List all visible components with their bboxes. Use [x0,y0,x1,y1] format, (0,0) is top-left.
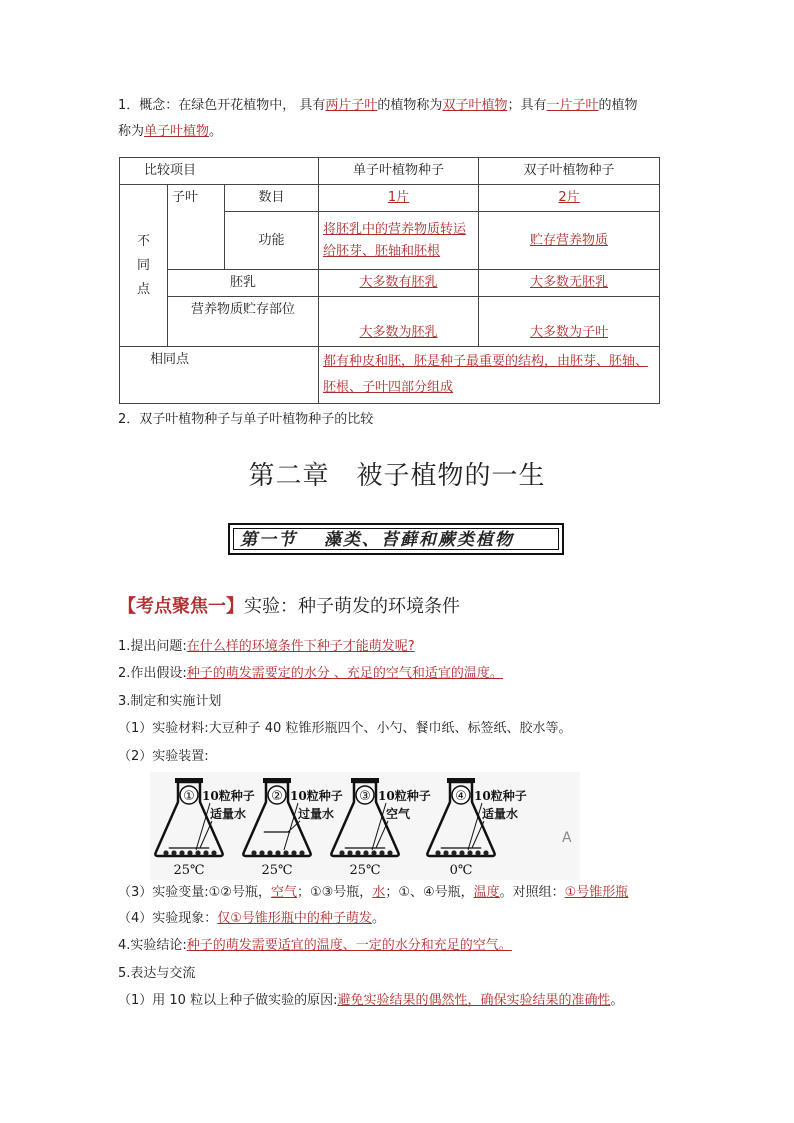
intro-line-1 [118,97,638,115]
seed-mark [171,850,176,855]
step-4 [118,937,512,955]
experiment-apparatus [150,772,580,880]
seed-mark [259,850,264,855]
term-dicot: 双子叶植物 [442,98,508,113]
flask-rim [447,778,475,783]
flask-label-condition: 过量水 [298,807,335,821]
same-label: 相同点 [120,347,319,404]
term-one-cotyledon: 一片子叶 [546,98,599,113]
chapter-title: 第二章 被子植物的一生 [248,461,546,491]
seed-mark [363,850,368,855]
flask-number: ③ [359,789,371,804]
flask-number: ① [183,789,195,804]
step-answer: 种子的萌发需要定的水分 、充足的空气和适宜的温度。 [186,666,503,681]
table-caption: 2．双子叶植物种子与单子叶植物种子的比较 [118,412,374,427]
focus-heading [118,592,460,618]
flask-rim [263,778,291,783]
function-mono: 将胚乳中的营养物质转运给胚芽、胚轴和胚根 [323,221,467,259]
diff-label-cell [120,185,168,347]
flask-label-condition: 空气 [386,807,411,821]
seed-mark [475,850,480,855]
count-label: 数目 [225,185,319,212]
seed-mark [283,850,288,855]
seed-mark [435,850,440,855]
seed-mark [387,850,392,855]
seed-mark [187,850,192,855]
flask-number: ② [271,789,283,804]
function-label: 功能 [225,212,319,270]
step-label: （4）实验现象： [118,911,218,926]
seed-mark [451,850,456,855]
variable-air: 空气 [270,885,297,900]
stray-mark: A [562,830,572,846]
intro-text: 1．概念：在绿色开花植物中， 具有 [118,98,326,113]
variable-temperature: 温度 [473,885,500,900]
flask-label-seeds: 10粒种子 [290,789,343,803]
same-value: 都有种皮和胚，胚是种子最重要的结构，由胚芽、胚轴、胚根、子叶四部分组成 [323,354,649,395]
seed-mark [355,850,360,855]
term-monocot: 单子叶植物 [144,124,210,139]
step-2 [118,665,503,683]
flask-temperature: 25℃ [173,863,205,878]
step-label: （1）用 10 粒以上种子做实验的原因: [118,993,338,1008]
endosperm-di: 大多数无胚乳 [530,275,609,290]
seed-mark [339,850,344,855]
function-di: 贮存营养物质 [530,232,609,248]
seed-mark [163,850,168,855]
variable-water: 水 [372,885,386,900]
step-5-1 [118,992,624,1010]
step-1 [118,638,415,656]
endosperm-label: 胚乳 [168,270,319,297]
focus-title: 实验：种子萌发的环境条件 [244,596,460,617]
count-di: 2片 [558,190,580,205]
flask-temperature: 25℃ [349,863,381,878]
seed-comparison-table [119,157,660,404]
step-label: 2.作出假设: [118,666,187,681]
step-label: 4.实验结论: [118,938,187,953]
seed-mark [371,850,376,855]
seed-mark [467,850,472,855]
cotyledon-label: 子叶 [168,185,225,270]
header-monocot: 单子叶植物种子 [319,158,479,185]
seed-mark [179,850,184,855]
header-dicot: 双子叶植物种子 [479,158,660,185]
step-3-2: （2）实验装置: [118,749,209,764]
step-label: 。 [371,911,385,926]
seed-mark [379,850,384,855]
focus-bracket: 【考点聚焦一】 [118,596,244,617]
seed-mark [251,850,256,855]
step-3-4 [118,910,385,928]
phenomenon: 仅①号锥形瓶中的种子萌发 [217,911,372,926]
endosperm-mono: 大多数有胚乳 [359,275,438,290]
storage-label: 营养物质贮存部位 [168,297,319,347]
section-title: 第一节 藻类、苔藓和蕨类植物 [233,528,559,550]
flask-label-seeds: 10粒种子 [202,789,255,803]
flask-temperature: 25℃ [261,863,293,878]
step-answer: 在什么样的环境条件下种子才能萌发呢? [186,639,415,654]
intro-text: 称为 [118,124,145,139]
seed-mark [299,850,304,855]
flask-rim [175,778,203,783]
seed-mark [347,850,352,855]
term-two-cotyledons: 两片子叶 [325,98,378,113]
seed-mark [195,850,200,855]
step-label: 。对照组： [499,885,565,900]
reason: 避免实验结果的偶然性，确保实验结果的准确性 [337,993,611,1008]
intro-line-2 [118,123,222,141]
flask-rim [351,778,379,783]
flask-temperature: 0℃ [449,863,473,878]
seed-mark [211,850,216,855]
seed-mark [459,850,464,855]
flask-label-condition: 适量水 [210,807,247,821]
storage-mono: 大多数为胚乳 [359,325,438,340]
step-5: 5.表达与交流 [118,966,196,981]
flask-label-condition: 适量水 [482,807,519,821]
step-label: 。 [610,993,624,1008]
flask-label-seeds: 10粒种子 [474,789,527,803]
intro-text: ；具有 [507,98,547,113]
storage-di: 大多数为子叶 [530,325,609,340]
section-title-box [228,523,564,555]
flask-label-seeds: 10粒种子 [378,789,431,803]
seed-mark [483,850,488,855]
step-3: 3.制定和实施计划 [118,694,222,709]
intro-text: 的植物 [598,98,638,113]
seed-mark [203,850,208,855]
step-label: ；①、④号瓶， [385,885,474,900]
intro-text: 。 [209,124,223,139]
seed-mark [443,850,448,855]
flask-number: ④ [455,789,467,804]
control-group: ①号锥形瓶 [564,885,629,900]
step-label: （3）实验变量:①②号瓶， [118,885,271,900]
header-compare-item: 比较项目 [120,158,319,185]
seed-mark [275,850,280,855]
seed-mark [291,850,296,855]
step-3-3 [118,884,628,902]
count-mono: 1片 [387,190,410,205]
step-label: 1.提出问题: [118,639,187,654]
seed-mark [267,850,272,855]
intro-text: 的植物称为 [377,98,443,113]
conclusion: 种子的萌发需要适宜的温度、一定的水分和充足的空气。 [186,938,512,953]
step-3-1: （1）实验材料:大豆种子 40 粒锥形瓶四个、小勺、餐巾纸、标签纸、胶水等。 [118,721,572,736]
step-label: ；①③号瓶， [296,885,373,900]
diff-label: 不同点 [136,233,150,297]
